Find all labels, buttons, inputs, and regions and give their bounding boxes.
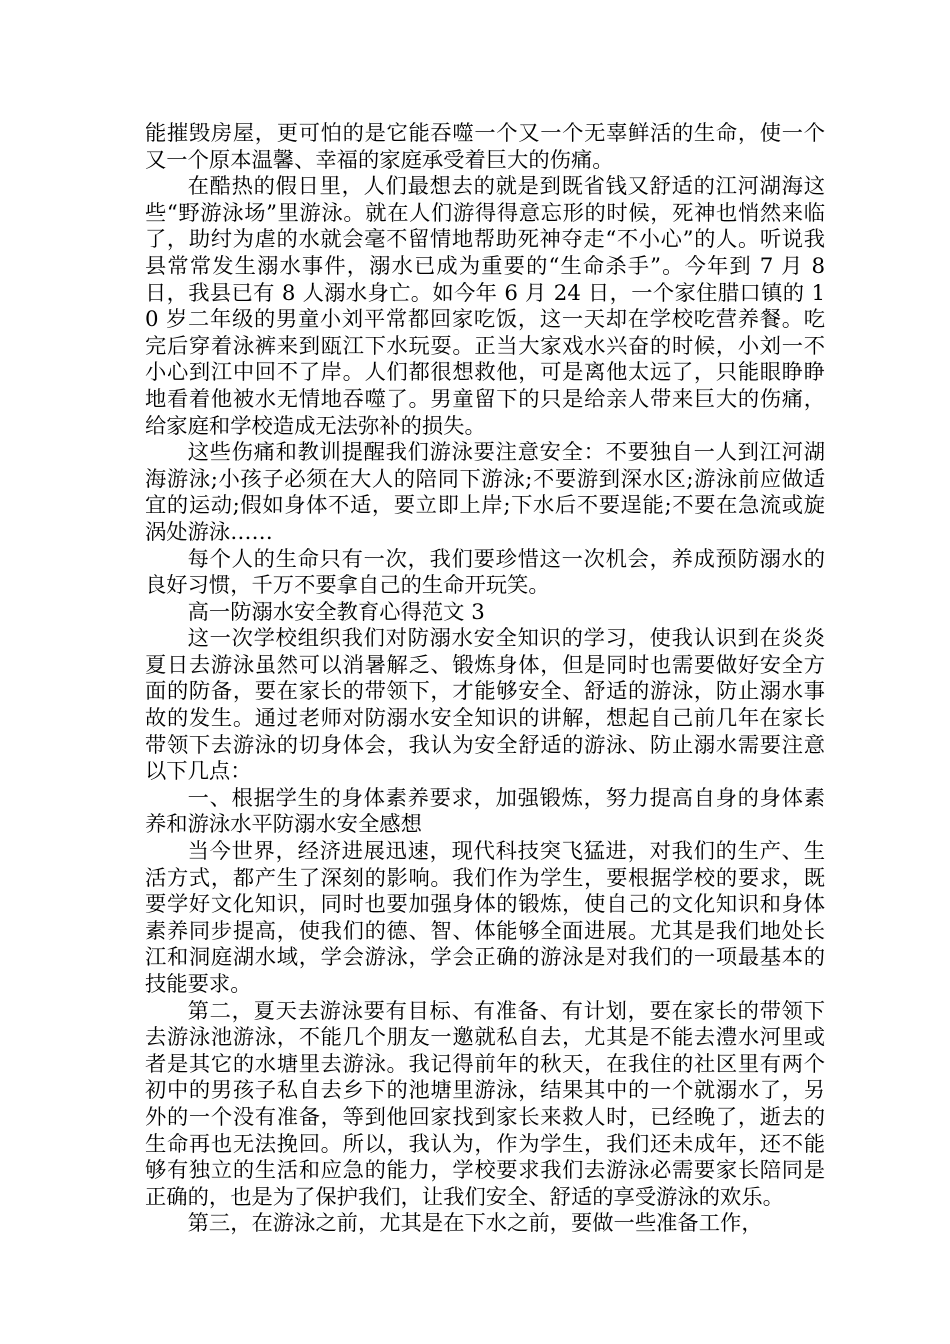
paragraph-school-study: 这一次学校组织我们对防溺水安全知识的学习，使我认识到在炎炎夏日去游泳虽然可以消暑解乏、锻炼身体，但是同时也需要做好安全方面的防备，要在家长的带领下，才能够安全、舒适的游泳，防止溺水事故的发生。通过老师对防溺水安全知识的讲解，想起自己前几年在家长带领下去游泳的切身体会，我认为安全舒适的游泳、防止溺水需要注意以下几点： — [145, 626, 825, 785]
paragraph-drowning-story: 在酷热的假日里，人们最想去的就是到既省钱又舒适的江河湖海这些“野游泳场”里游泳。就在人们游得得意忘形的时候，死神也悄然来临了，助纣为虐的水就会毫不留情地帮助死神夺走“不小心”的人。听说我县常常发生溺水事件，溺水已成为重要的“生命杀手”。今年到 7 月 8 日，我县已有 8 人溺水身亡。如今年 6 月 24 日，一个家住腊口镇的 10 岁二年级的男童小刘平常都回家吃饭，这一天却在学校吃营养餐。吃完后穿着泳裤来到瓯江下水玩耍。正当大家戏水兴奋的时候，小刘一不小心到江中回不了岸。人们都很想救他，可是离他太远了，只能眼睁睁地看着他被水无情地吞噬了。男童留下的只是给亲人带来巨大的伤痛，给家庭和学校造成无法弥补的损失。 — [145, 174, 825, 439]
paragraph-continued-intro: 能摧毁房屋，更可怕的是它能吞噬一个又一个无辜鲜活的生命，使一个又一个原本温馨、幸福的家庭承受着巨大的伤痛。 — [145, 121, 825, 173]
paragraph-point-three: 第三，在游泳之前，尤其是在下水之前，要做一些准备工作， — [187, 1211, 763, 1237]
paragraph-cherish-life: 每个人的生命只有一次，我们要珍惜这一次机会，养成预防溺水的良好习惯，千万不要拿自己的生命开玩笑。 — [145, 546, 825, 599]
section-heading: 高一防溺水安全教育心得范文 3 — [187, 599, 485, 625]
paragraph-modern-world: 当今世界，经济进展迅速，现代科技突飞猛进，对我们的生产、生活方式，都产生了深刻的影响。我们作为学生，要根据学校的要求，既要学好文化知识，同时也要加强身体的锻炼，使自己的文化知识和身体素养同步提高，使我们的德、智、体能够全面进展。尤其是我们地处长江和洞庭湖水域，学会游泳，学会正确的游泳是对我们的一项最基本的技能要求。 — [145, 839, 825, 997]
paragraph-point-one: 一、根据学生的身体素养要求，加强锻炼，努力提高自身的身体素养和游泳水平防溺水安全感想 — [145, 785, 825, 838]
document-body — [145, 121, 825, 1238]
paragraph-safety-rules: 这些伤痛和教训提醒我们游泳要注意安全：不要独自一人到江河湖海游泳;小孩子必须在大人的陪同下游泳;不要游到深水区;游泳前应做适宜的运动;假如身体不适，要立即上岸;下水后不要逞能;不要在急流或旋涡处游泳…… — [145, 440, 825, 545]
paragraph-point-two: 第二，夏天去游泳要有目标、有准备、有计划，要在家长的带领下去游泳池游泳，不能几个朋友一邀就私自去，尤其是不能去澧水河里或者是其它的水塘里去游泳。我记得前年的秋天，在我住的社区里有两个初中的男孩子私自去乡下的池塘里游泳，结果其中的一个就溺水了，另外的一个没有准备，等到他回家找到家长来救人时，已经晚了，逝去的生命再也无法挽回。所以，我认为，作为学生，我们还未成年，还不能够有独立的生活和应急的能力，学校要求我们去游泳必需要家长陪同是正确的，也是为了保护我们，让我们安全、舒适的享受游泳的欢乐。 — [145, 998, 825, 1210]
